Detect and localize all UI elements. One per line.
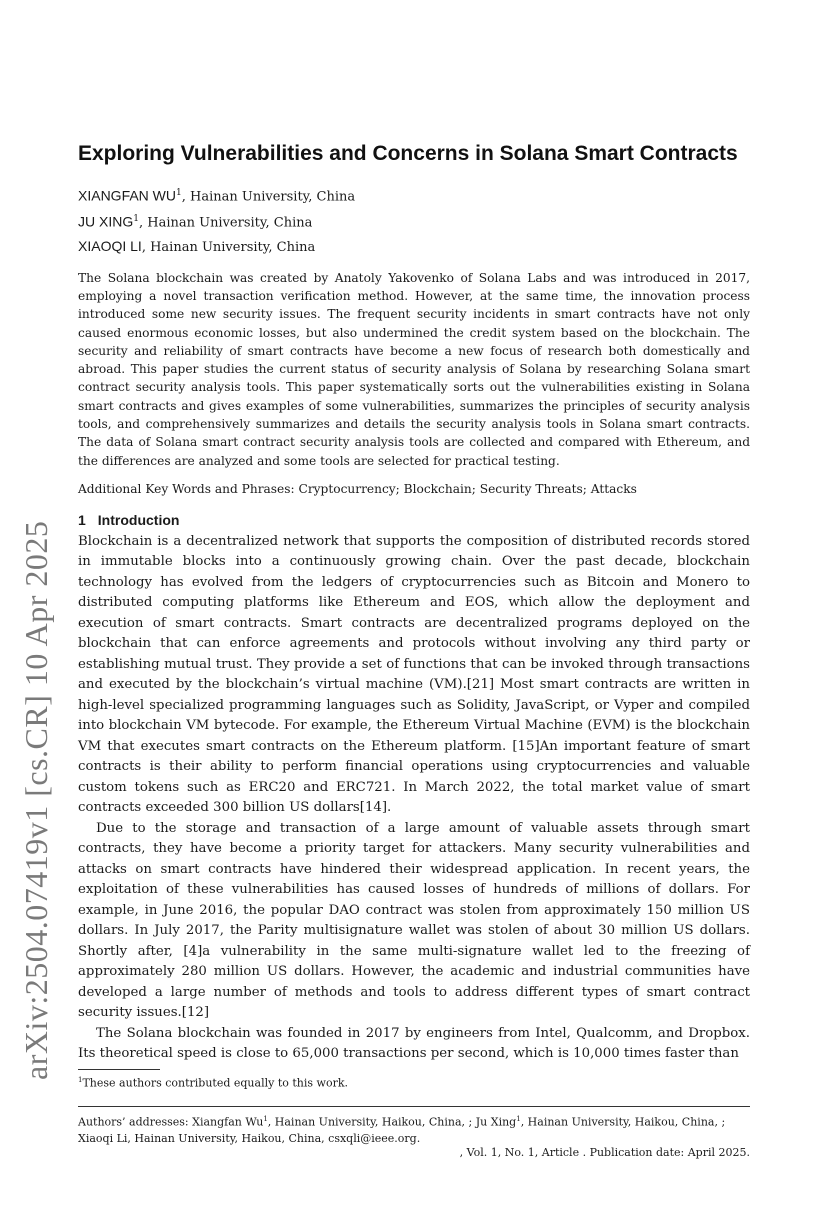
author-entry (78, 182, 750, 208)
author-entry (78, 208, 750, 234)
author-name: XIAOQI LI (78, 237, 142, 254)
author-affiliation: , Hainan University, China (181, 189, 356, 205)
address-mark: 1 (263, 1114, 268, 1123)
body-paragraph: Due to the storage and transaction of a large amount of valuable assets through smart contracts, they have become a priority target for attackers. Many security vulnerabilities and attacks on smart contracts have hindered their widespread application. In recent years, the exploitation of these vulnerabilities has caused losses of hundreds of millions of dollars. For example, in June 2016, the popular DAO contract was stolen from approximately 150 million US dollars. In July 2017, the Parity multisignature wallet was stolen of about 30 million US dollars. Shortly after, [4]a vulnerability in the same multi-signature wallet led to the freezing of approximately 280 million US dollars. However, the academic and industrial communities have developed a large number of methods and tools to address different types of smart contract security issues.[12] (78, 820, 750, 1021)
address-mark: 1 (516, 1114, 521, 1123)
addresses-rule (78, 1106, 750, 1107)
address-text: , Hainan University, Haikou, China, ; Xiaoqi Li, Hainan University, Haikou, China, csxqli@ieee.org. (78, 1115, 726, 1146)
arxiv-identifier-stamp: arXiv:2504.07419v1 [cs.CR] 10 Apr 2025 (18, 520, 54, 1080)
keywords: Additional Key Words and Phrases: Cryptocurrency; Blockchain; Security Threats; Attacks (78, 481, 637, 496)
author-name: JU XING (78, 213, 134, 230)
address-name: Xiangfan Wu (192, 1115, 264, 1129)
footnote-mark: 1 (78, 1075, 83, 1084)
body-paragraph: The Solana blockchain was founded in 2017 by engineers from Intel, Qualcomm, and Dropbox. Its theoretical speed is close to 65,000 transactions per second, which is 10,000 times faster than (78, 1025, 750, 1062)
addresses-label: Authors’ addresses: (78, 1115, 193, 1129)
author-entry (78, 235, 750, 259)
author-addresses (78, 1111, 750, 1148)
author-mark: 1 (176, 188, 182, 198)
footnote (78, 1072, 750, 1092)
abstract: The Solana blockchain was created by Anatoly Yakovenko of Solana Labs and was introduced in 2017, employing a novel transaction verification method. However, at the same time, the innovation process introduced some new security issues. The frequent security incidents in smart contracts have not only caused enormous economic losses, but also undermined the credit system based on the blockchain. The security and reliability of smart contracts have become a new focus of research both domestically and abroad. This paper studies the current status of security analysis of Solana by researching Solana smart contract security analysis tools. This paper systematically sorts out the vulnerabilities existing in Solana smart contracts and gives examples of some vulnerabilities, summarizes the principles of security analysis tools, and comprehensively summarizes and details the security analysis tools in Solana smart contracts. The data of Solana smart contract security analysis tools are collected and compared with Ethereum, and the differences are analyzed and some tools are selected for practical testing. (78, 270, 750, 468)
author-name: XIANGFAN WU (78, 187, 177, 204)
address-text: , Hainan University, Haikou, China, ; (267, 1115, 476, 1129)
author-affiliation: , Hainan University, China (138, 215, 313, 231)
footnote-text: These authors contributed equally to this work. (82, 1076, 348, 1090)
section-heading (78, 512, 750, 528)
section-title: Introduction (97, 511, 180, 528)
body-text (78, 532, 750, 1065)
section-number: 1 (78, 511, 86, 528)
author-mark: 1 (133, 214, 139, 225)
paper-title: Exploring Vulnerabilities and Concerns in Solana Smart Contracts (78, 142, 738, 165)
footnote-rule (78, 1069, 160, 1070)
body-paragraph: Blockchain is a decentralized network that supports the composition of distributed records stored in immutable blocks into a continuously growing chain. Over the past decade, blockchain technology has evolved from the ledgers of cryptocurrencies such as Bitcoin and Monero to distributed computing platforms like Ethereum and EOS, which allow the deployment and execution of smart contracts. Smart contracts are decentralized programs deployed on the blockchain that can enforce agreements and protocols without involving any third party or establishing mutual trust. They provide a set of functions that can be invoked through transactions and executed by the blockchain’s virtual machine (VM).[21] Most smart contracts are written in high-level specialized programming languages such as Solidity, JavaScript, or Vyper and compiled into blockchain VM bytecode. For example, the Ethereum Virtual Machine (EVM) is the blockchain VM that executes smart contracts on the Ethereum platform. [15]An important feature of smart contracts is their ability to perform financial operations using cryptocurrencies and valuable custom tokens such as ERC20 and ERC721. In March 2022, the total market value of smart contracts exceeded 300 billion US dollars[14]. (78, 533, 750, 816)
author-affiliation: , Hainan University, China (141, 239, 316, 255)
publication-footer: , Vol. 1, No. 1, Article . Publication date: April 2025. (459, 1146, 750, 1159)
author-list (78, 182, 750, 259)
address-name: Ju Xing (475, 1115, 517, 1129)
paper-first-page (78, 140, 750, 1147)
